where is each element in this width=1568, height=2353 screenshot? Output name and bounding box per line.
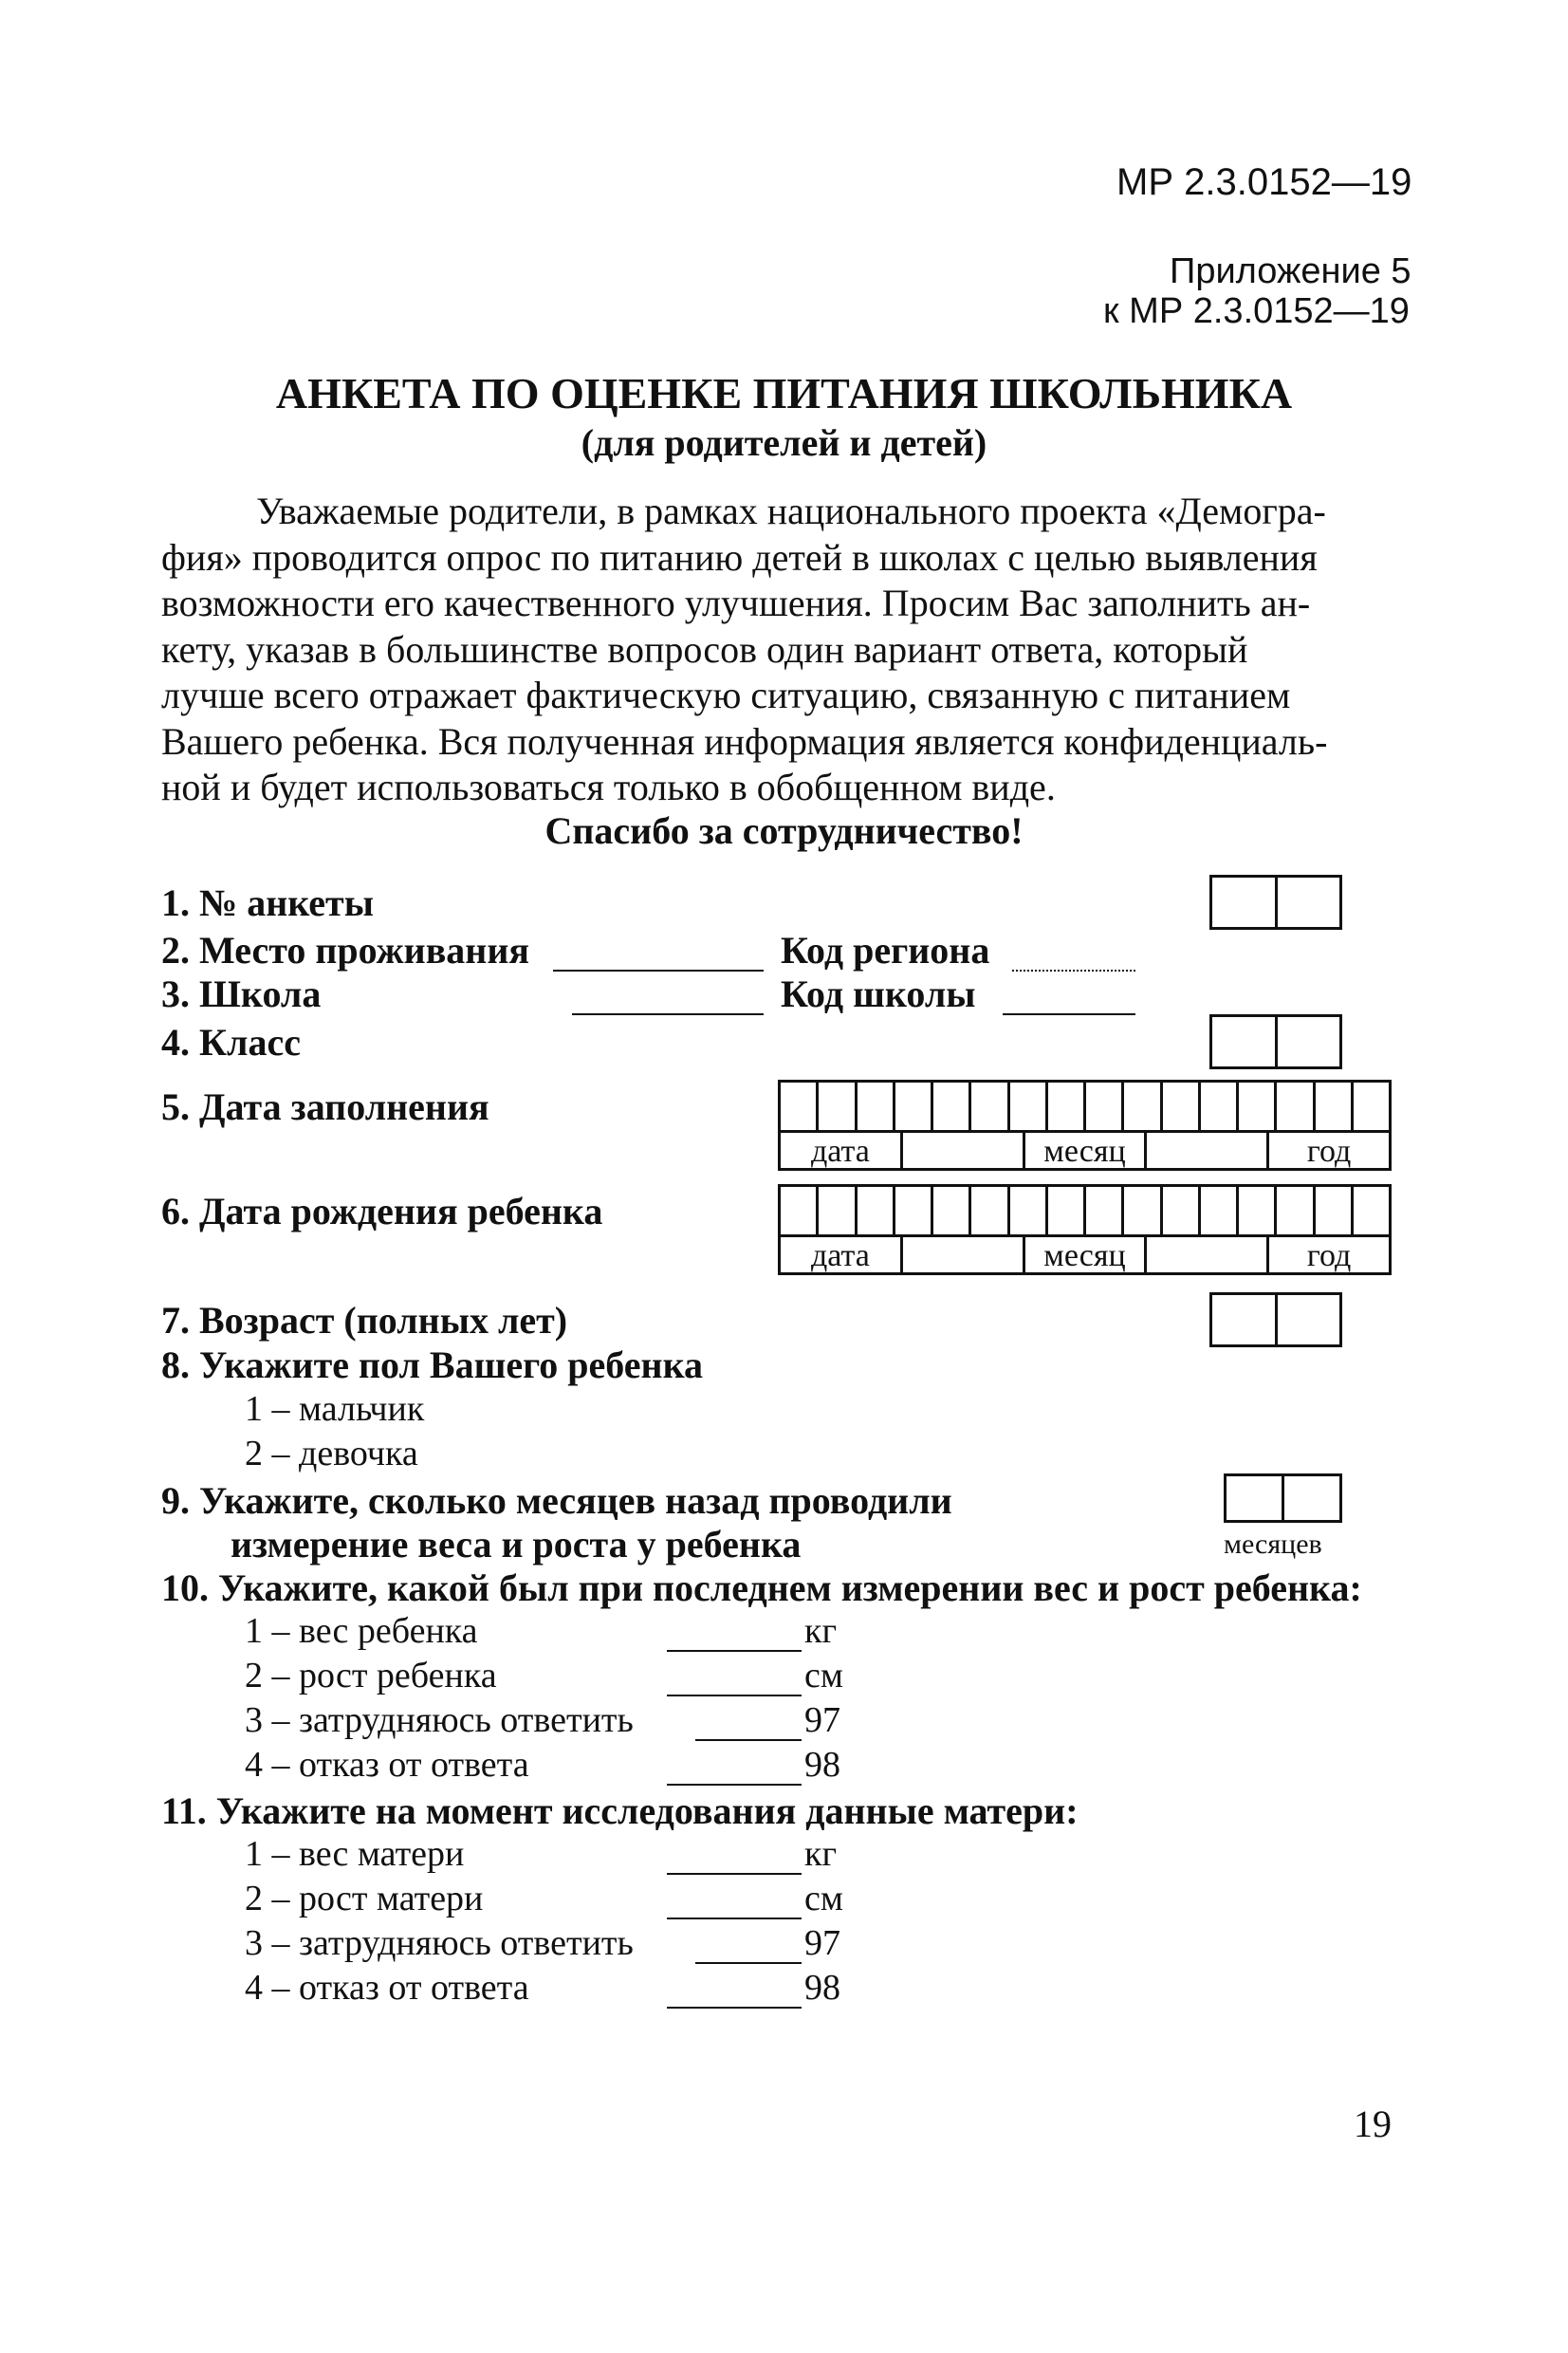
q3-school-code-field[interactable] xyxy=(1003,1013,1135,1015)
digit-cell[interactable] xyxy=(1284,1476,1339,1520)
date-digit-cell[interactable] xyxy=(1048,1187,1086,1234)
q11-option-suffix: 98 xyxy=(804,1968,840,2008)
q5-label: 5. Дата заполнения xyxy=(161,1085,489,1128)
q1-label: 1. № анкеты xyxy=(161,881,374,924)
day-caption: дата xyxy=(781,1237,903,1275)
q11-option-label: 3 – затрудняюсь ответить xyxy=(245,1923,634,1963)
q5-date-grid[interactable] xyxy=(778,1080,1392,1171)
q10-label: 10. Укажите, какой был при последнем измерении вес и рост ребенка: xyxy=(161,1566,1362,1609)
q10-option-label: 4 – отказ от ответа xyxy=(245,1745,529,1785)
date-digit-cell[interactable] xyxy=(895,1187,933,1234)
q10-option-suffix: 97 xyxy=(804,1700,840,1740)
digit-cell[interactable] xyxy=(1227,1476,1284,1520)
date-digit-cell[interactable] xyxy=(1277,1187,1315,1234)
intro-line: Вашего ребенка. Вся полученная информация является конфиденциаль- xyxy=(161,719,1328,763)
date-digit-cell[interactable] xyxy=(781,1083,819,1130)
intro-paragraph xyxy=(161,489,1404,811)
q6-birthdate-grid[interactable] xyxy=(778,1184,1392,1275)
date-digit-cell[interactable] xyxy=(933,1187,971,1234)
intro-line: фия» проводится опрос по питанию детей в школах с целью выявления xyxy=(161,535,1318,579)
q10-refuse-field[interactable] xyxy=(667,1784,802,1786)
intro-line: возможности его качественного улучшения. Просим Вас заполнить ан- xyxy=(161,582,1311,624)
date-digit-cell[interactable] xyxy=(858,1187,895,1234)
q10-weight-field[interactable] xyxy=(667,1650,802,1652)
q9-unit-caption: месяцев xyxy=(1224,1529,1322,1560)
date-digit-cell[interactable] xyxy=(895,1083,933,1130)
date-digit-cell[interactable] xyxy=(971,1083,1009,1130)
q8-option[interactable]: 2 – девочка xyxy=(245,1434,418,1473)
caption-spacer xyxy=(903,1237,1025,1275)
q2-label: 2. Место проживания xyxy=(161,929,530,972)
appendix-label: Приложение 5 xyxy=(1170,251,1411,291)
q11-height-field[interactable] xyxy=(667,1918,802,1919)
q6-label: 6. Дата рождения ребенка xyxy=(161,1190,603,1232)
caption-spacer xyxy=(903,1133,1025,1171)
digit-cell[interactable] xyxy=(1212,1295,1278,1344)
date-digit-cell[interactable] xyxy=(1239,1187,1277,1234)
q10-option-suffix: см xyxy=(804,1656,843,1695)
q8-label: 8. Укажите пол Вашего ребенка xyxy=(161,1343,704,1386)
intro-line: кету, указав в большинстве вопросов один вариант ответа, который xyxy=(161,627,1248,671)
date-digit-cell[interactable] xyxy=(819,1083,857,1130)
q10-option-label: 1 – вес ребенка xyxy=(245,1611,478,1651)
date-digit-cell[interactable] xyxy=(1163,1187,1201,1234)
q1-answer-boxes[interactable] xyxy=(1209,875,1342,930)
q4-label: 4. Класс xyxy=(161,1021,301,1064)
q10-height-field[interactable] xyxy=(667,1695,802,1696)
page-subtitle: (для родителей и детей) xyxy=(581,421,987,464)
date-digit-cell[interactable] xyxy=(933,1083,971,1130)
date-digit-cell[interactable] xyxy=(781,1187,819,1234)
date-digit-cell[interactable] xyxy=(858,1083,895,1130)
digit-cell[interactable] xyxy=(1278,878,1340,927)
document-code: МР 2.3.0152—19 xyxy=(1116,161,1412,203)
date-digit-cell[interactable] xyxy=(1048,1083,1086,1130)
date-digit-cell[interactable] xyxy=(819,1187,857,1234)
month-caption: месяц xyxy=(1025,1237,1148,1275)
q10-option-label: 3 – затрудняюсь ответить xyxy=(245,1700,634,1740)
q11-option-label: 2 – рост матери xyxy=(245,1879,484,1918)
q11-option-suffix: кг xyxy=(804,1834,838,1874)
q10-unsure-field[interactable] xyxy=(695,1739,802,1741)
date-digit-cell[interactable] xyxy=(1086,1187,1124,1234)
q11-option-suffix: 97 xyxy=(804,1923,840,1963)
year-caption: год xyxy=(1306,1134,1352,1169)
date-digit-cell[interactable] xyxy=(1201,1187,1239,1234)
intro-line: Уважаемые родители, в рамках национального проекта «Демогра- xyxy=(256,490,1326,532)
digit-cell[interactable] xyxy=(1212,878,1278,927)
q11-option-label: 1 – вес матери xyxy=(245,1834,465,1874)
q7-label: 7. Возраст (полных лет) xyxy=(161,1299,568,1342)
q10-option-label: 2 – рост ребенка xyxy=(245,1656,497,1695)
q11-refuse-field[interactable] xyxy=(667,2007,802,2009)
q3-label: 3. Школа xyxy=(161,973,322,1015)
caption-spacer xyxy=(1147,1133,1269,1171)
appendix-reference: к МР 2.3.0152—19 xyxy=(1103,291,1410,331)
digit-cell[interactable] xyxy=(1278,1017,1340,1066)
day-caption: дата xyxy=(781,1133,903,1171)
month-caption: месяц xyxy=(1025,1133,1148,1171)
q11-option-suffix: см xyxy=(804,1879,843,1918)
q11-option-label: 4 – отказ от ответа xyxy=(245,1968,529,2008)
date-digit-cell[interactable] xyxy=(1086,1083,1124,1130)
date-digit-cell[interactable] xyxy=(971,1187,1009,1234)
q3-school-field[interactable] xyxy=(572,1013,764,1015)
q9-answer-boxes[interactable] xyxy=(1224,1473,1342,1523)
page-title: АНКЕТА ПО ОЦЕНКЕ ПИТАНИЯ ШКОЛЬНИКА xyxy=(275,369,1293,417)
date-digit-cell[interactable] xyxy=(1163,1083,1201,1130)
year-caption: год xyxy=(1306,1238,1352,1273)
q9-label-continued: измерение веса и роста у ребенка xyxy=(231,1523,802,1566)
q11-weight-field[interactable] xyxy=(667,1873,802,1875)
caption-spacer xyxy=(1147,1237,1269,1275)
q7-answer-boxes[interactable] xyxy=(1209,1292,1342,1347)
q2-residence-field[interactable] xyxy=(553,970,764,972)
date-digit-cell[interactable] xyxy=(1124,1187,1162,1234)
date-digit-cell[interactable] xyxy=(1010,1083,1048,1130)
intro-line: лучше всего отражает фактическую ситуацию, связанную с питанием xyxy=(161,674,1291,716)
date-digit-cell[interactable] xyxy=(1201,1083,1239,1130)
date-digit-cell[interactable] xyxy=(1239,1083,1277,1130)
date-digit-cell[interactable] xyxy=(1277,1083,1315,1130)
q3-school-code-label: Код школы xyxy=(781,973,976,1015)
date-digit-cell[interactable] xyxy=(1124,1083,1162,1130)
q2-region-label: Код региона xyxy=(781,929,990,972)
date-digit-cell[interactable] xyxy=(1010,1187,1048,1234)
digit-cell[interactable] xyxy=(1278,1295,1340,1344)
page-number: 19 xyxy=(1354,2103,1392,2145)
q2-region-code-field[interactable] xyxy=(1012,970,1135,972)
date-digit-cell[interactable] xyxy=(1354,1187,1389,1234)
q11-label: 11. Укажите на момент исследования данные матери: xyxy=(161,1789,1079,1832)
q11-unsure-field[interactable] xyxy=(695,1962,802,1964)
intro-line: ной и будет использоваться только в обобщенном виде. xyxy=(161,766,1056,808)
thanks-note: Спасибо за сотрудничество! xyxy=(544,809,1024,852)
q10-option-suffix: 98 xyxy=(804,1745,840,1785)
date-digit-cell[interactable] xyxy=(1316,1083,1354,1130)
q8-option[interactable]: 1 – мальчик xyxy=(245,1389,425,1429)
date-digit-cell[interactable] xyxy=(1354,1083,1389,1130)
digit-cell[interactable] xyxy=(1212,1017,1278,1066)
q4-answer-boxes[interactable] xyxy=(1209,1014,1342,1069)
q10-option-suffix: кг xyxy=(804,1611,838,1651)
date-digit-cell[interactable] xyxy=(1316,1187,1354,1234)
q9-label: 9. Укажите, сколько месяцев назад проводили xyxy=(161,1479,952,1522)
